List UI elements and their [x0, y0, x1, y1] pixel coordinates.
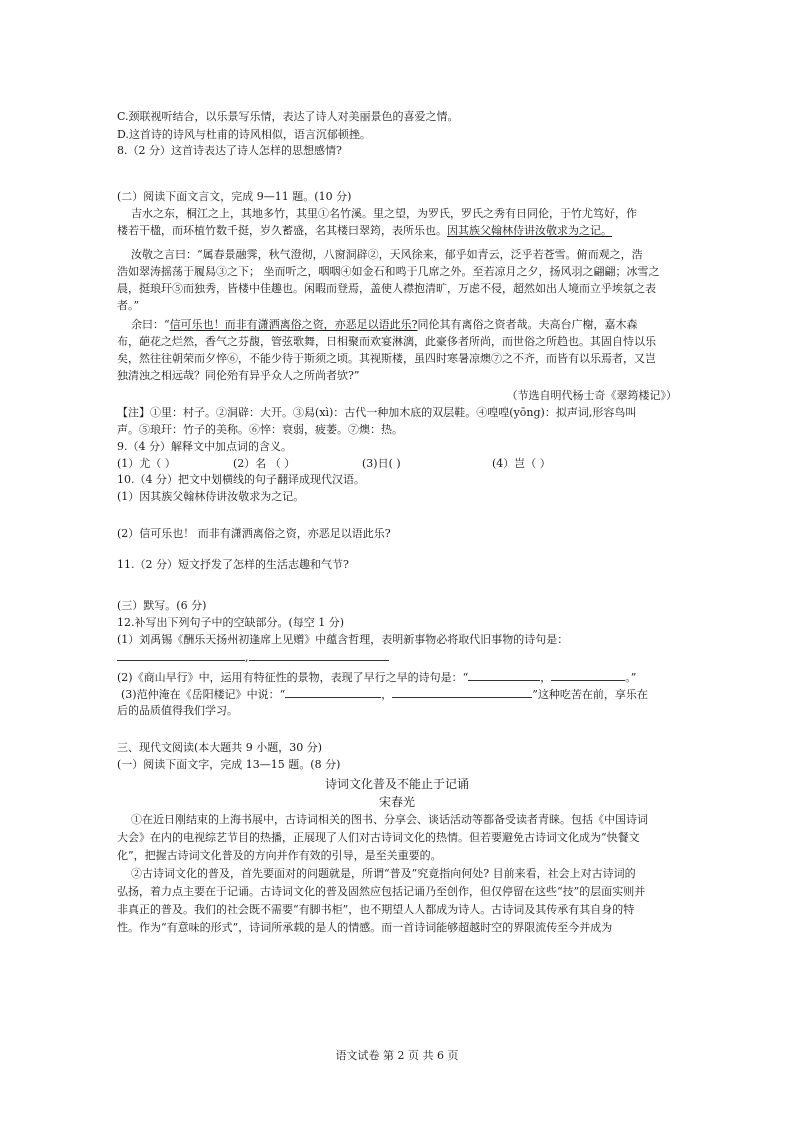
passage-line: 者。” [117, 299, 140, 312]
question-10: 10.（4 分）把文中划横线的句子翻译成现代汉语。 [117, 473, 365, 486]
answer-blank[interactable] [392, 686, 532, 698]
passage-line: 晨，挺琅玕⑤而独秀，皆楼中佳趣也。闲暇而登焉，盖使人襟抱清旷，万虑不侵，超然如出人境而立乎埃氛之表 [117, 282, 656, 295]
question-text: (2)《商山早行》中，运用有特征性的景物，表现了早行之早的诗句是：“ [117, 671, 469, 684]
passage-line: 矣，然往往朝荣而夕悴⑥，不能少待于斯须之顷。其视斯楼，虽四时寒暑凉燠⑦之不齐，而皆有以乐焉者，又岂 [117, 352, 656, 365]
answer-blank[interactable] [468, 669, 540, 681]
passage-text: 同伦其有离俗之资者哉。夫高台广榭，嘉木森 [417, 318, 638, 331]
question-9-item: (4）岂（ ） [492, 457, 551, 470]
question-10-item: (1）因其族父翰林侍讲汝敬求为之记。 [117, 490, 305, 503]
passage-line: 汝敬之言曰：“属春景融霁，秋气澄彻，八窗洞辟②，天风徐来，郁乎如青云，泛乎若苍雪。俯而观之，浩 [131, 248, 643, 261]
answer-blank[interactable] [551, 669, 625, 681]
question-9-item: (1）尤（ ） [117, 457, 176, 470]
punct: ， [381, 688, 393, 701]
part-3-heading: 三、现代文阅读(本大题共 9 小题，30 分) [117, 741, 323, 754]
passage-line: 浩如翠涛摇荡于履舄③之下； 坐而听之，咽咽④如金石和鸣于几席之外。至若凉月之夕，扬风羽之翩翩；冰雪之 [117, 265, 660, 278]
article-line: 化”，把握古诗词文化普及的方向并作有效的引导，是至关重要的。 [117, 849, 442, 862]
passage-line: 独清浊之相远哉？同伦殆有异乎众人之所尚者欤?” [117, 369, 360, 382]
question-12-item [117, 669, 677, 686]
passage-text: 楼若干楹，而环植竹数千挺，岁久蓄盛，名其楼曰翠筠，表所乐也。 [117, 224, 447, 237]
part-3-subheading: (一）阅读下面文字，完成 13—15 题。(8 分) [117, 758, 341, 771]
punct: 。” [625, 671, 637, 684]
article-line: 非真正的普及。我们的社会既不需要“有脚书柜”，也不期望人人都成为诗人。古诗词及其传承有其自身的特 [117, 903, 635, 916]
passage-line: 吉水之东，桐江之上，其地多竹，其里①名竹溪。里之望，为罗氏，罗氏之秀有日同伦，于竹尤笃好，作 [131, 207, 637, 220]
question-11: 11.（2 分）短文抒发了怎样的生活志趣和气节? [117, 558, 349, 571]
underlined-sentence-1: 因其族父翰林侍讲汝敬求为之记。 [447, 224, 612, 237]
annotation: 声。⑤琅玕：竹子的美称。⑥悴：衰弱，疲萎。⑦燠：热。 [117, 423, 403, 436]
option-d: D.这首诗的诗风与杜甫的诗风相似，语言沉郁顿挫。 [117, 128, 371, 141]
question-10-item: (2）信可乐也！ 而非有潇洒离俗之资，亦恶足以语此乐? [117, 527, 391, 540]
article-line: 大会》在内的电视综艺节目的热播，正展现了人们对古诗词文化的热情。但若要避免古诗词文化成为“快餐文 [117, 831, 640, 844]
question-12-item: 后的品质值得我们学习。 [117, 704, 238, 717]
answer-blank[interactable] [285, 686, 381, 698]
article-title: 诗词文化普及不能止于记诵 [324, 777, 469, 791]
annotation: 【注】①里：村子。②洞辟：大开。③舄(xì)：古代一种加木底的双层鞋。④喤喤(yōng)：拟声词,形容鸟叫 [117, 406, 637, 419]
section-3-heading: (三）默写。(6 分) [117, 599, 207, 612]
passage-source: （节选自明代杨士奇《翠筠楼记》） [506, 389, 677, 402]
question-8: 8.（2 分）这首诗表达了诗人怎样的思想感情? [117, 144, 342, 157]
punct: ， [540, 671, 552, 684]
article-author: 宋春光 [378, 795, 415, 809]
question-12: 12.补写出下列句子中的空缺部分。(每空 1 分) [117, 616, 345, 629]
passage-text: 余曰：“ [131, 318, 170, 331]
passage-line [117, 223, 677, 239]
question-12-item [121, 686, 681, 703]
question-12-item: (1）刘禹锡《酬乐天扬州初逢席上见赠》中蕴含哲理，表明新事物必将取代旧事物的诗句是： [117, 633, 569, 646]
question-9: 9.（4 分）解释文中加点词的含义。 [117, 440, 292, 453]
passage-line [131, 317, 691, 333]
question-9-item: (3)日( ) [362, 457, 401, 470]
question-text: (3)范仲淹在《岳阳楼记》中说：“ [121, 688, 286, 701]
page-footer: 语文试卷 第 2 页 共 6 页 [335, 1049, 459, 1062]
option-c: C.颈联视听结合，以乐景写乐情，表达了诗人对美丽景色的喜爱之情。 [117, 110, 459, 123]
answer-blank[interactable] [249, 649, 389, 661]
underlined-sentence-2: 信可乐也！而非有潇洒离俗之资，亦恶足以语此乐? [169, 318, 418, 331]
article-line: 弘扬，着力点主要在于记诵。古诗词文化的普及固然应包括记诵乃至创作，但仅停留在这些“技”的层面实则并 [117, 885, 646, 898]
question-9-item: (2）名 （ ） [233, 457, 296, 470]
answer-blank[interactable] [117, 649, 245, 661]
article-line: 性。作为“有意味的形式”，诗词所承载的是人的情感。而一首诗词能够超越时空的界限流传至今并成为 [117, 921, 613, 934]
article-line: ②古诗词文化的普及，首先要面对的问题就是，所谓“普及”究竟指向何处? 目前来看，社会上对古诗词的 [131, 867, 636, 880]
answer-blank-line[interactable]: , [117, 649, 677, 666]
question-text: ”这种吃苦在前，享乐在 [532, 688, 648, 701]
section-2-heading: (二）阅读下面文言文，完成 9—11 题。(10 分) [117, 190, 352, 203]
article-line: ①在近日刚结束的上海书展中，古诗词相关的图书、分享会、谈话活动等都备受读者青睐。包括《中国诗词 [131, 813, 648, 826]
passage-line: 布，葩花之烂然，香气之芬馥，管弦歌舞，日相聚而欢宴淋漓，此豪侈者所尚，而世俗之所趋也。其固自恃以乐 [117, 335, 656, 348]
